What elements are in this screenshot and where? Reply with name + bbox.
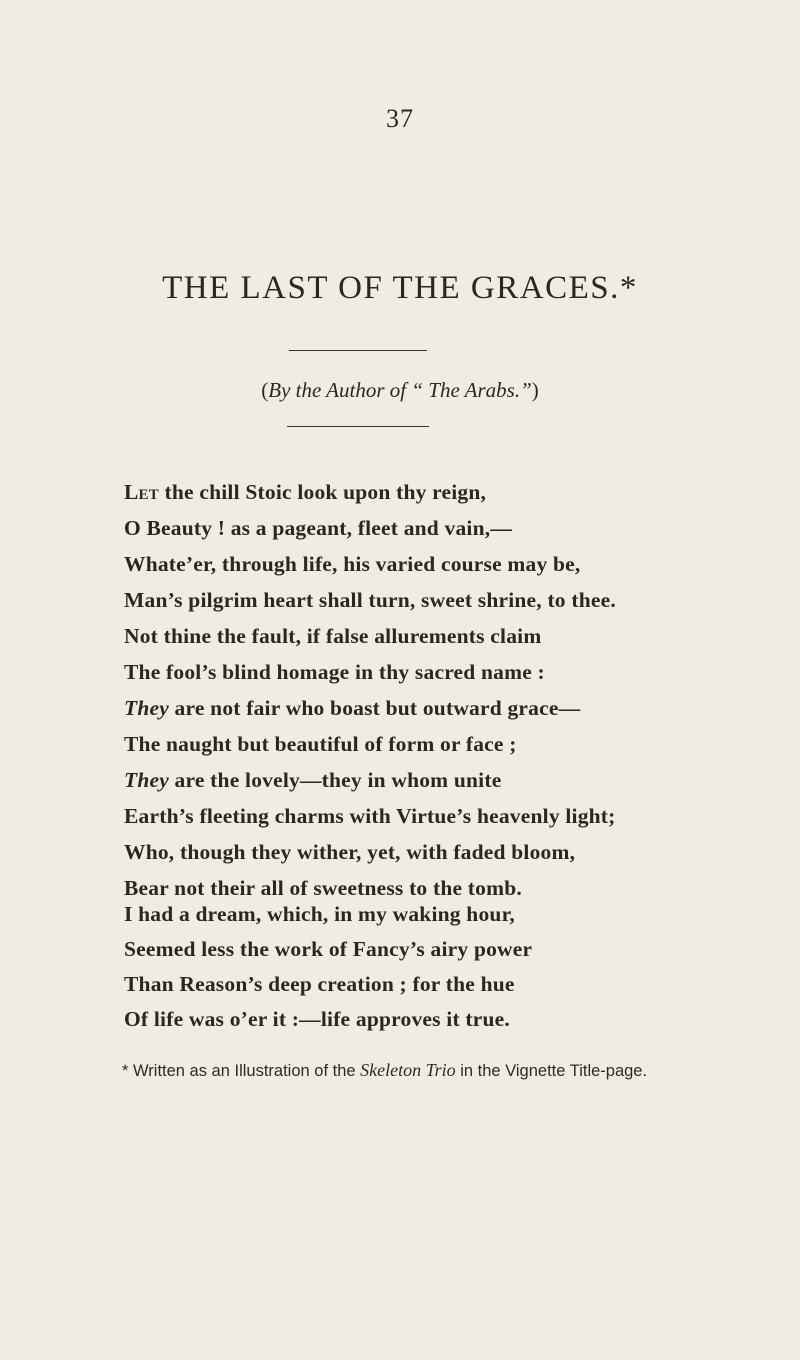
verse-line: The fool’s blind homage in thy sacred name : [124, 660, 545, 684]
stanza-1 [124, 474, 616, 906]
verse-lead-word: Let [124, 480, 159, 504]
footnote-suffix: in the Vignette Title-page. [455, 1062, 648, 1080]
verse-line: Earth’s fleeting charms with Virtue’s heavenly light; [124, 804, 616, 828]
verse-line: Of life was o’er it :—life approves it true. [124, 1007, 510, 1031]
verse-line: Who, though they wither, yet, with faded bloom, [124, 840, 576, 864]
title-rule-top [289, 350, 427, 351]
verse-line: Seemed less the work of Fancy’s airy power [124, 937, 533, 961]
verse-line: Whate’er, through life, his varied course may be, [124, 552, 581, 576]
verse-line: O Beauty ! as a pageant, fleet and vain,— [124, 516, 513, 540]
stanza-2 [124, 897, 532, 1037]
byline [0, 378, 800, 403]
verse-rest: are not fair who boast but outward grace— [168, 696, 581, 720]
footnote [122, 1058, 682, 1084]
verse-line [124, 762, 616, 798]
footnote-work: Skeleton Trio [360, 1060, 456, 1080]
byline-prefix: By the Author of [268, 378, 407, 402]
verse-rest: the chill Stoic look upon thy reign, [158, 480, 487, 504]
byline-work: “ The Arabs.” [411, 378, 532, 402]
verse-line: Not thine the fault, if false allurements claim [124, 624, 542, 648]
verse-lead-word: They [124, 696, 169, 720]
verse-line: I had a dream, which, in my waking hour, [124, 902, 515, 926]
title-rule-bottom [287, 426, 429, 427]
page-number: 37 [386, 104, 414, 133]
verse-lead-word: They [124, 768, 169, 792]
byline-close-paren: ) [531, 378, 539, 402]
verse-line: Bear not their all of sweetness to the tomb. [124, 876, 522, 900]
poem-title: THE LAST OF THE GRACES.* [162, 270, 638, 306]
footnote-prefix: * Written as an Illustration of the [122, 1062, 361, 1080]
verse-line: The naught but beautiful of form or face ; [124, 732, 517, 756]
verse-line: Than Reason’s deep creation ; for the hue [124, 972, 515, 996]
byline-open-paren: ( [261, 378, 269, 402]
verse-line [124, 690, 616, 726]
verse-line [124, 474, 616, 510]
verse-line: Man’s pilgrim heart shall turn, sweet shrine, to thee. [124, 588, 616, 612]
verse-rest: are the lovely—they in whom unite [168, 768, 502, 792]
